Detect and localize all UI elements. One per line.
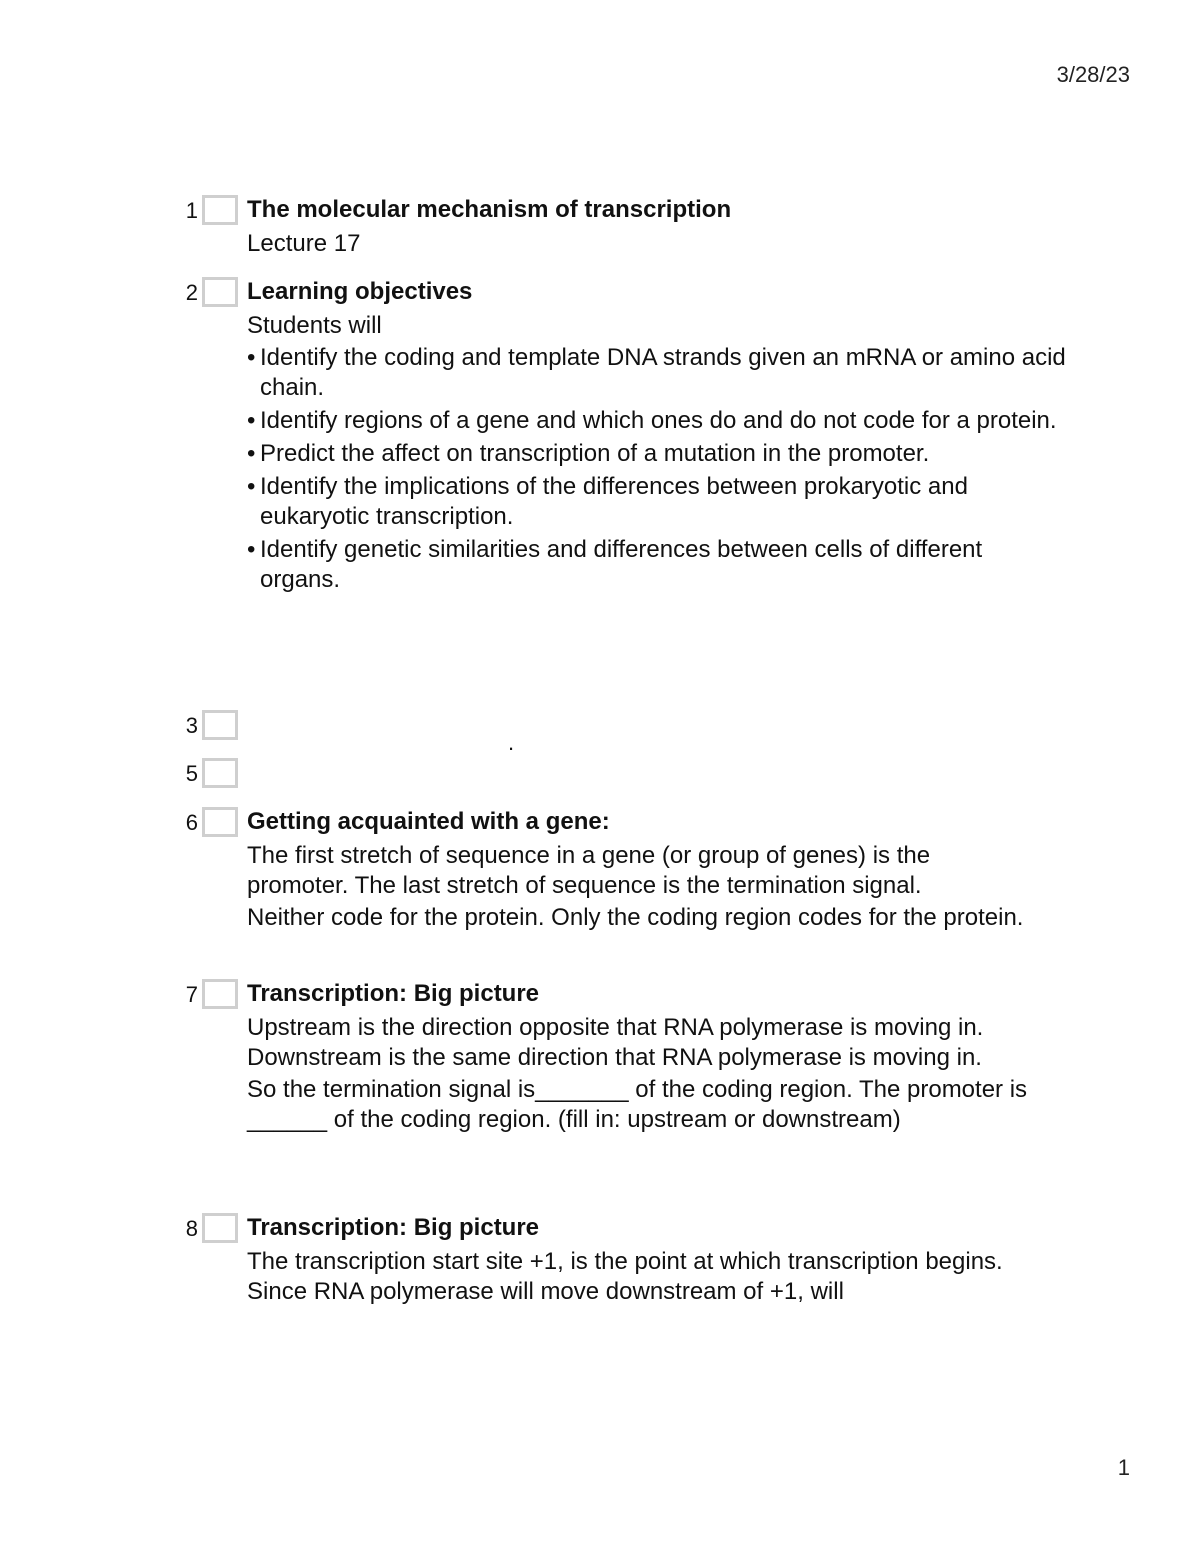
slide-text: Neither code for the protein. Only the coding region codes for the protein. (247, 904, 1024, 931)
slide-thumbnail[interactable] (202, 758, 238, 788)
stray-mark: . (508, 730, 515, 755)
slide-title: Transcription: Big picture (247, 1214, 540, 1241)
slide-number: 5 (185, 761, 198, 786)
slide-number: 2 (185, 280, 198, 305)
objectives-list (247, 343, 1067, 595)
list-item: • Predict the affect on transcription of a mutation in the promoter. (247, 440, 930, 467)
list-item: • Identify regions of a gene and which ones do and do not code for a protein. (247, 407, 1057, 434)
slide-thumbnail[interactable] (202, 807, 238, 837)
slide-thumbnail[interactable] (202, 979, 238, 1009)
slide-title: Learning objectives (247, 278, 473, 305)
page-number: 1 (1117, 1455, 1130, 1480)
slide-thumbnail[interactable] (202, 195, 238, 225)
list-item: • Identify the implications of the differences between prokaryotic and eukaryotic transcription. (247, 473, 968, 530)
page-date: 3/28/23 (1056, 62, 1130, 87)
list-item: • Identify genetic similarities and differences between cells of different organs. (247, 536, 983, 593)
slide-text: The first stretch of sequence in a gene (or group of genes) is the promoter. The last stretch of sequence is the termination signal. (247, 842, 931, 899)
slide-title: Transcription: Big picture (247, 980, 540, 1007)
slide-number: 6 (185, 810, 198, 835)
slide-number: 3 (185, 713, 198, 738)
slide-text: The transcription start site +1, is the point at which transcription begins. Since RNA polymerase will move downstream of +1, will (247, 1248, 1003, 1305)
slide-number: 8 (185, 1216, 198, 1241)
slide-text: So the termination signal is_______ of the coding region. The promoter is ______ of the coding region. (fill in: upstream or downstream) (247, 1076, 1028, 1133)
slide-text: Lecture 17 (247, 230, 361, 257)
slide-intro: Students will (247, 312, 382, 339)
slide-thumbnail[interactable] (202, 1213, 238, 1243)
slide-thumbnail[interactable] (202, 710, 238, 740)
slide-number: 1 (185, 198, 198, 223)
slide-text: Upstream is the direction opposite that RNA polymerase is moving in. Downstream is the same direction that RNA polymerase is moving in. (247, 1014, 984, 1071)
list-item: • Identify the coding and template DNA strands given an mRNA or amino acid chain. (247, 344, 1066, 401)
slide-title: Getting acquainted with a gene: (247, 808, 610, 835)
slide-title: The molecular mechanism of transcription (247, 196, 732, 223)
slide-thumbnail[interactable] (202, 277, 238, 307)
slide-number: 7 (185, 982, 198, 1007)
